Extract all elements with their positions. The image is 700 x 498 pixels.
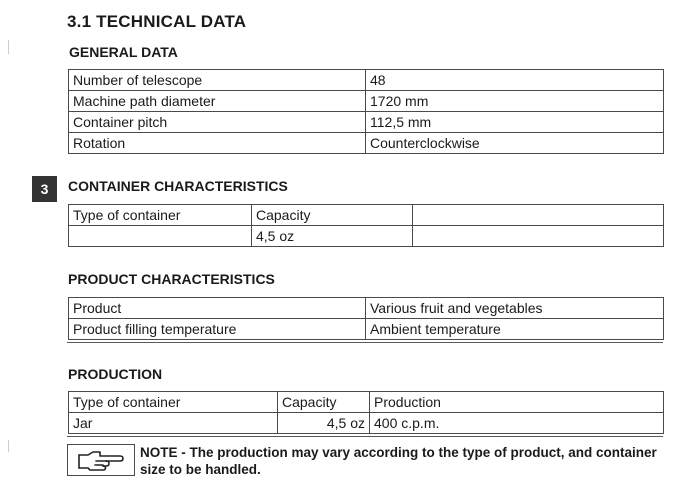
table-cell: Container pitch [69, 112, 366, 133]
table-header-row [69, 205, 664, 226]
table-cell: 4,5 oz [278, 413, 370, 434]
table-cell: 48 [366, 70, 664, 91]
table-header-cell: Production [370, 392, 664, 413]
table-cell [413, 226, 664, 247]
chapter-badge: 3 [32, 176, 57, 202]
page-title: 3.1 TECHNICAL DATA [67, 12, 247, 31]
table-header-cell: Type of container [69, 205, 252, 226]
table-row [69, 226, 664, 247]
table-header-cell: Capacity [278, 392, 370, 413]
table-cell: 400 c.p.m. [370, 413, 664, 434]
table-cell: Various fruit and vegetables [366, 298, 664, 319]
container-table [68, 204, 664, 247]
table-row [69, 91, 664, 112]
section-divider [67, 436, 663, 437]
table-header-cell: Capacity [252, 205, 413, 226]
table-row [69, 112, 664, 133]
table-cell: Number of telescope [69, 70, 366, 91]
note-text: NOTE - The production may vary according to the type of product, and container size to be handled. [140, 445, 657, 477]
pointing-hand-icon [76, 448, 126, 472]
table-header-row [69, 392, 664, 413]
table-header-cell [413, 205, 664, 226]
table-cell: Ambient temperature [366, 319, 664, 340]
table-cell [69, 226, 252, 247]
container-characteristics-heading: CONTAINER CHARACTERISTICS [68, 178, 288, 194]
table-row [69, 133, 664, 154]
note-icon-box [67, 444, 135, 476]
table-cell: 1720 mm [366, 91, 664, 112]
table-row [69, 298, 664, 319]
table-cell: Machine path diameter [69, 91, 366, 112]
general-data-heading: GENERAL DATA [69, 44, 178, 60]
table-row [69, 413, 664, 434]
production-table [68, 391, 664, 434]
table-cell: Rotation [69, 133, 366, 154]
product-table [68, 297, 664, 340]
section-divider [67, 342, 663, 343]
table-header-cell: Type of container [69, 392, 278, 413]
table-cell: Product filling temperature [69, 319, 366, 340]
table-row [69, 70, 664, 91]
product-characteristics-heading: PRODUCT CHARACTERISTICS [68, 271, 275, 287]
table-cell: Product [69, 298, 366, 319]
table-cell: Counterclockwise [366, 133, 664, 154]
table-cell: 4,5 oz [252, 226, 413, 247]
production-heading: PRODUCTION [68, 366, 163, 382]
general-data-table [68, 69, 664, 154]
table-row [69, 319, 664, 340]
margin-mark [8, 40, 9, 54]
margin-mark [8, 440, 9, 452]
table-cell: 112,5 mm [366, 112, 664, 133]
table-cell: Jar [69, 413, 278, 434]
